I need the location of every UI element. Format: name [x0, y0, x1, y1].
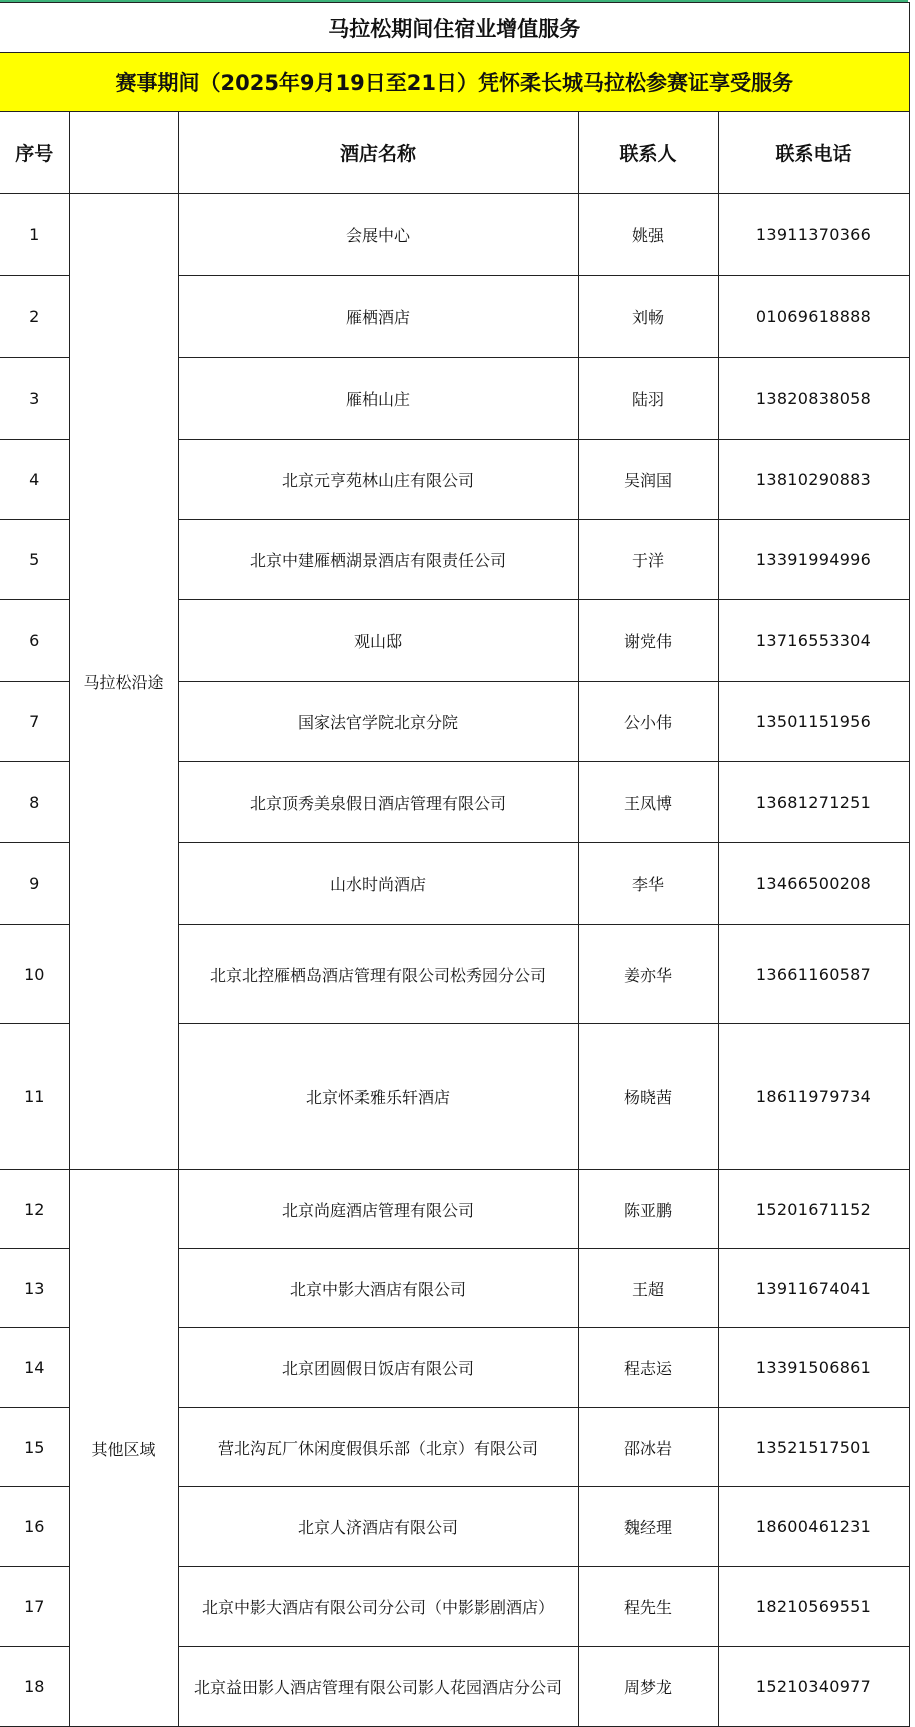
contact-person: 姚强 — [578, 194, 718, 276]
contact-phone: 13661160587 — [718, 925, 909, 1024]
row-index: 5 — [0, 520, 69, 600]
contact-phone: 18600461231 — [718, 1487, 909, 1567]
contact-phone: 13820838058 — [718, 358, 909, 440]
subtitle-row — [0, 53, 909, 112]
contact-person: 程先生 — [578, 1567, 718, 1647]
hotel-name: 北京中影大酒店有限公司 — [178, 1249, 578, 1328]
row-index: 16 — [0, 1487, 69, 1567]
row-index: 8 — [0, 762, 69, 843]
row-index: 4 — [0, 440, 69, 520]
contact-person: 刘畅 — [578, 276, 718, 358]
hotel-name: 北京中建雁栖湖景酒店有限责任公司 — [178, 520, 578, 600]
region-cell-other: 其他区域 — [69, 1170, 178, 1727]
row-index: 17 — [0, 1567, 69, 1647]
contact-phone: 13466500208 — [718, 843, 909, 925]
header-contact: 联系人 — [578, 112, 718, 194]
contact-person: 姜亦华 — [578, 925, 718, 1024]
hotel-name: 北京中影大酒店有限公司分公司（中影影剧酒店） — [178, 1567, 578, 1647]
contact-person: 程志运 — [578, 1328, 718, 1408]
hotel-name: 雁柏山庄 — [178, 358, 578, 440]
row-index: 10 — [0, 925, 69, 1024]
row-index: 18 — [0, 1647, 69, 1727]
contact-phone: 01069618888 — [718, 276, 909, 358]
hotel-name: 观山邸 — [178, 600, 578, 682]
row-index: 3 — [0, 358, 69, 440]
event-period-banner: 赛事期间（2025年9月19日至21日）凭怀柔长城马拉松参赛证享受服务 — [0, 53, 909, 112]
hotel-name: 国家法官学院北京分院 — [178, 682, 578, 762]
hotel-name: 山水时尚酒店 — [178, 843, 578, 925]
contact-person: 王超 — [578, 1249, 718, 1328]
contact-phone: 18611979734 — [718, 1024, 909, 1170]
row-index: 13 — [0, 1249, 69, 1328]
contact-phone: 13911370366 — [718, 194, 909, 276]
header-hotel-name: 酒店名称 — [178, 112, 578, 194]
hotel-name: 北京顶秀美泉假日酒店管理有限公司 — [178, 762, 578, 843]
contact-person: 魏经理 — [578, 1487, 718, 1567]
contact-person: 吴润国 — [578, 440, 718, 520]
contact-phone: 18210569551 — [718, 1567, 909, 1647]
contact-phone: 13810290883 — [718, 440, 909, 520]
page-title: 马拉松期间住宿业增值服务 — [0, 3, 909, 53]
row-index: 6 — [0, 600, 69, 682]
contact-person: 陈亚鹏 — [578, 1170, 718, 1249]
header-index: 序号 — [0, 112, 69, 194]
row-index: 9 — [0, 843, 69, 925]
region-cell-along-route: 马拉松沿途 — [69, 194, 178, 1170]
header-region — [69, 112, 178, 194]
contact-person: 王凤博 — [578, 762, 718, 843]
hotel-name: 北京人济酒店有限公司 — [178, 1487, 578, 1567]
title-row — [0, 3, 909, 53]
contact-person: 于洋 — [578, 520, 718, 600]
contact-person: 杨晓茜 — [578, 1024, 718, 1170]
contact-phone: 15201671152 — [718, 1170, 909, 1249]
hotel-name: 北京北控雁栖岛酒店管理有限公司松秀园分公司 — [178, 925, 578, 1024]
row-index: 1 — [0, 194, 69, 276]
header-phone: 联系电话 — [718, 112, 909, 194]
contact-phone: 13391506861 — [718, 1328, 909, 1408]
row-index: 12 — [0, 1170, 69, 1249]
contact-phone: 13716553304 — [718, 600, 909, 682]
contact-phone: 15210340977 — [718, 1647, 909, 1727]
contact-person: 陆羽 — [578, 358, 718, 440]
contact-phone: 13681271251 — [718, 762, 909, 843]
hotel-name: 北京团圆假日饭店有限公司 — [178, 1328, 578, 1408]
contact-phone: 13391994996 — [718, 520, 909, 600]
hotel-name: 会展中心 — [178, 194, 578, 276]
hotel-name: 雁栖酒店 — [178, 276, 578, 358]
hotel-name: 北京益田影人酒店管理有限公司影人花园酒店分公司 — [178, 1647, 578, 1727]
row-index: 7 — [0, 682, 69, 762]
table-header-row — [0, 112, 909, 194]
contact-person: 周梦龙 — [578, 1647, 718, 1727]
contact-person: 邵冰岩 — [578, 1408, 718, 1487]
contact-phone: 13501151956 — [718, 682, 909, 762]
hotel-name: 北京尚庭酒店管理有限公司 — [178, 1170, 578, 1249]
hotel-service-table — [0, 2, 910, 1727]
contact-phone: 13911674041 — [718, 1249, 909, 1328]
table-row — [0, 1170, 909, 1249]
contact-person: 李华 — [578, 843, 718, 925]
hotel-name: 北京怀柔雅乐轩酒店 — [178, 1024, 578, 1170]
contact-person: 谢党伟 — [578, 600, 718, 682]
hotel-name: 北京元亨苑林山庄有限公司 — [178, 440, 578, 520]
hotel-service-table-sheet — [0, 2, 909, 1727]
contact-person: 公小伟 — [578, 682, 718, 762]
hotel-name: 营北沟瓦厂休闲度假俱乐部（北京）有限公司 — [178, 1408, 578, 1487]
row-index: 14 — [0, 1328, 69, 1408]
contact-phone: 13521517501 — [718, 1408, 909, 1487]
row-index: 11 — [0, 1024, 69, 1170]
row-index: 15 — [0, 1408, 69, 1487]
row-index: 2 — [0, 276, 69, 358]
table-row — [0, 194, 909, 276]
